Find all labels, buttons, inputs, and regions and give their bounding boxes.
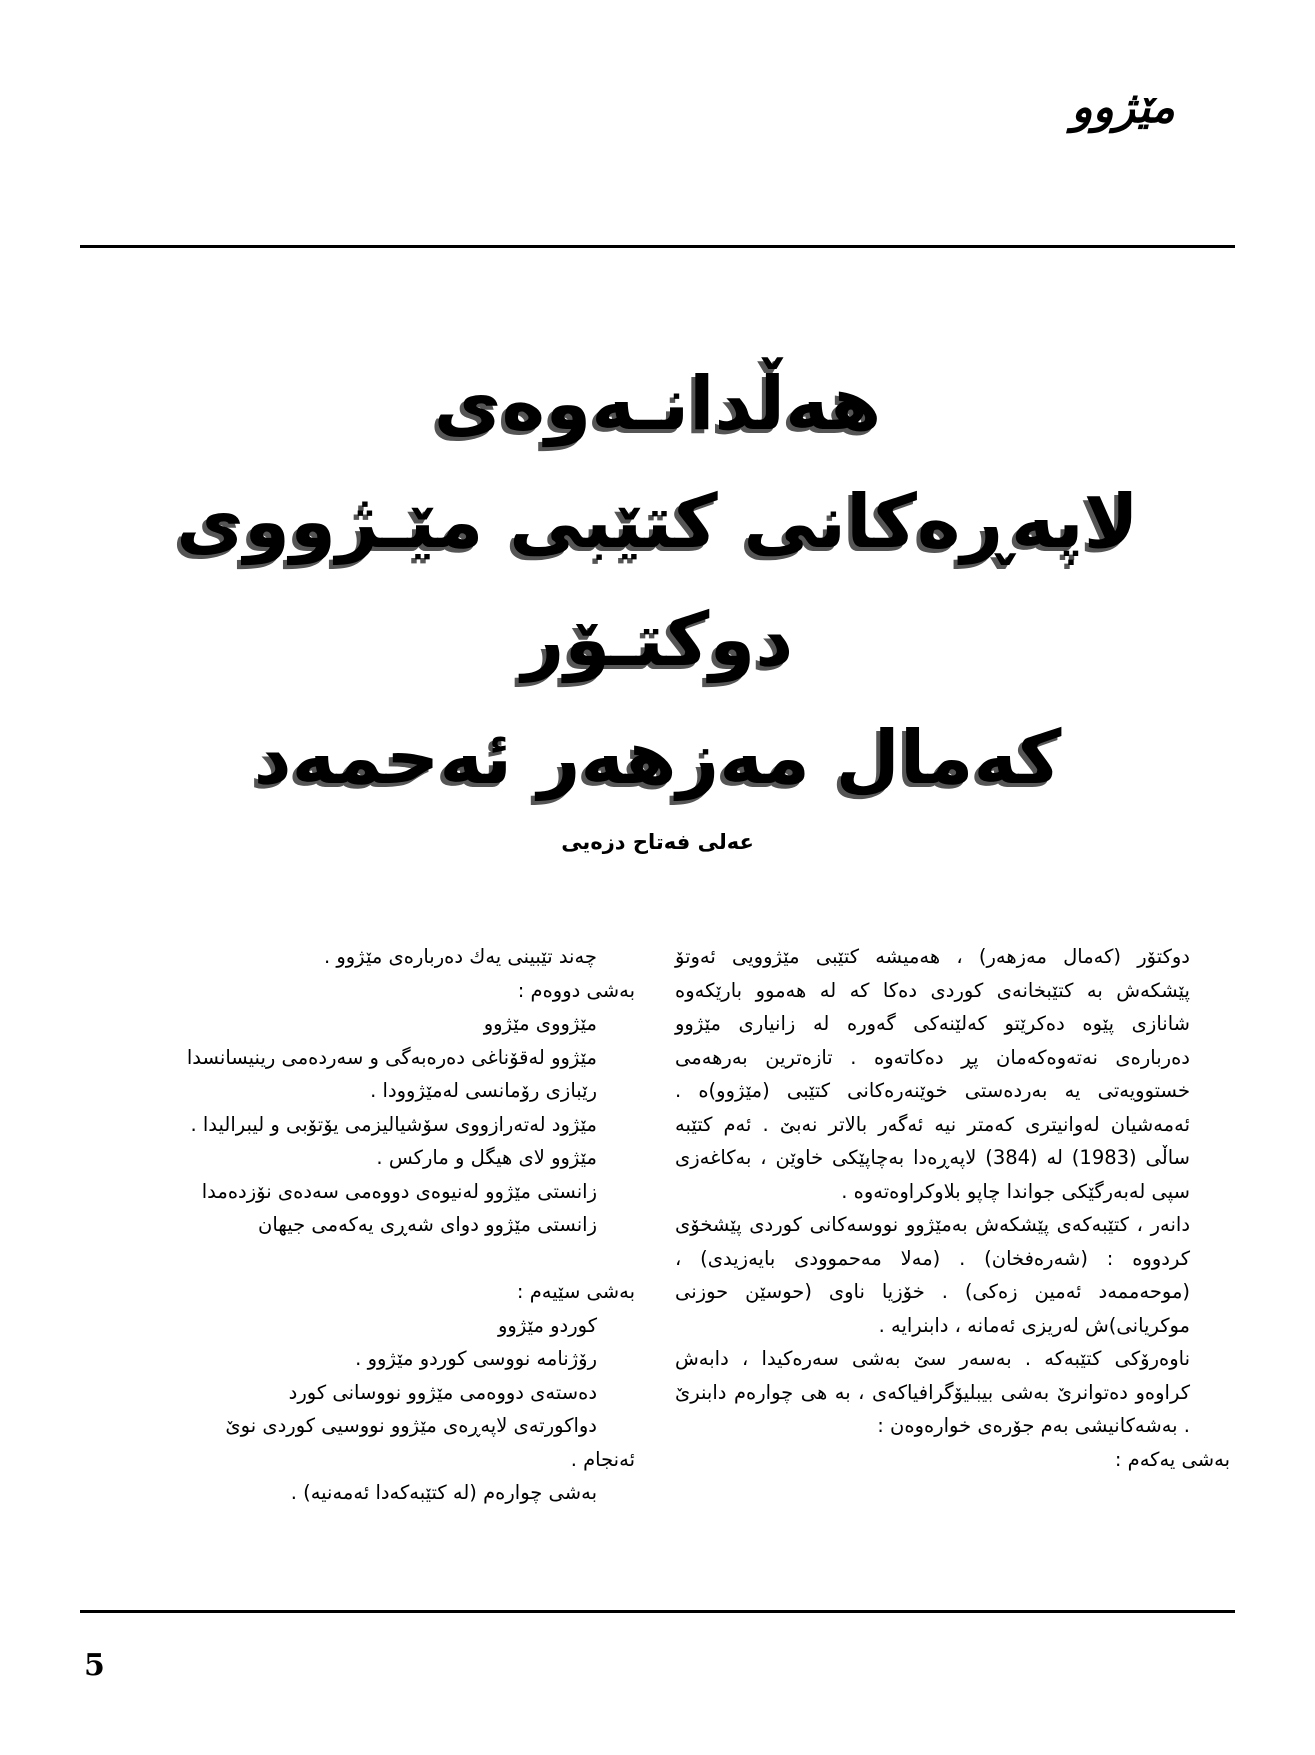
paragraph: دوکتۆر (کەمال مەزهەر) ، هەمیشە کتێبی مێژوویی ئەوتۆ پێشکەش بە کتێبخانەی کوردی دەکا کە لە هەموو بارێکەوە شانازی پێوە دەکرێتو کەلێنەکی گەورە لە زانیاری مێژوو دەربارەی نەتەوەکەمان پڕ دەکاتەوە . تازەترین بەرهەمی خستوویەتی یە بەردەستی خوێنەرەکانی کتێبی (مێژوو)ە . ئەمەشیان لەوانیتری کەمتر نیە ئەگەر بالاتر نەبێ . ئەم کتێبە ساڵی (1983) لە (384) لاپەڕەدا بەچاپێکی خاوێن ، بەکاغەزی سپی لەبەرگێکی جواندا چاپو بلاوکراوەتەوە .: [675, 945, 1190, 1203]
section-heading: بەشی یەکەم :: [1114, 1447, 1230, 1471]
section-heading: بەشی دووەم :: [517, 978, 635, 1002]
bottom-rule: [80, 1610, 1235, 1613]
section-heading: ئەنجام .: [570, 1447, 635, 1471]
page-number: 5: [84, 1648, 105, 1683]
left-column: [80, 940, 635, 1510]
paragraph: دانەر ، کتێبەکەی پێشکەش بەمێژوو نووسەکانی کوردی پێشخۆی کردووە : (شەرەفخان) . (مەلا مەحموودی بایەزیدی) ، (موحەممەد ئەمین زەکی) . خۆزیا ناوی (حوسێن حوزنی موکریانی)ش لەریزی ئەمانە ، دابنرایە .: [675, 1213, 1190, 1337]
article-title: [80, 345, 1235, 817]
title-line-3: دوکتـۆر: [521, 597, 794, 683]
toc-item: مێژوو لەقۆناغی دەرەبەگی و سەردەمی رینیسانسدا: [186, 1045, 597, 1069]
toc-item: مێژوو لای هیگل و مارکس .: [376, 1146, 597, 1169]
section-tag: مێژوو: [1071, 82, 1175, 133]
spacer: [80, 1242, 635, 1276]
right-column: [675, 940, 1230, 1476]
title-line-2: لاپەڕەکانی کتێبی مێـژووی: [176, 479, 1139, 565]
toc-item: زانستی مێژوو لەنیوەی دووەمی سەدەی نۆزدەمدا: [201, 1179, 597, 1203]
toc-item: مێژود لەتەرازووی سۆشیالیزمی یۆتۆبی و لیبرالیدا .: [190, 1112, 597, 1136]
toc-item: رێبازی رۆمانسی لەمێژوودا .: [370, 1079, 597, 1102]
title-line-1: هەڵدانـەوەی: [433, 361, 882, 447]
toc-item: دەستەی دووەمی مێژوو نووسانی کورد: [288, 1380, 597, 1404]
toc-item: دواکورتەی لاپەڕەی مێژوو نووسیی کوردی نوێ: [225, 1414, 597, 1437]
toc-item: کوردو مێژوو: [498, 1313, 597, 1337]
toc-item: زانستی مێژوو دوای شەڕی یەکەمی جیهان: [258, 1213, 597, 1236]
author-byline: عەلی فەتاح دزەیی: [561, 830, 754, 854]
toc-item: مێژووی مێژوو: [483, 1012, 597, 1035]
toc-item: چەند تێبینی یەك دەربارەی مێژوو .: [323, 945, 597, 968]
paragraph: ناوەرۆکی کتێبەکە . بەسەر سێ بەشی سەرەکیدا ، دابەش کراوەو دەتوانرێ بەشی بیبلیۆگرافیاکەی ، بە هی چوارەم دابنرێ . بەشەکانیشی بەم جۆرەی خوارەوەن :: [675, 1347, 1190, 1437]
toc-item: بەشی چوارەم (لە کتێبەکەدا ئەمەنیە) .: [290, 1481, 597, 1504]
section-heading: بەشی سێیەم :: [516, 1280, 635, 1303]
top-rule: [80, 245, 1235, 248]
toc-item: رۆژنامە نووسی کوردو مێژوو .: [355, 1347, 597, 1370]
title-line-4: کەمال مەزهەر ئەحمەد: [253, 715, 1062, 801]
